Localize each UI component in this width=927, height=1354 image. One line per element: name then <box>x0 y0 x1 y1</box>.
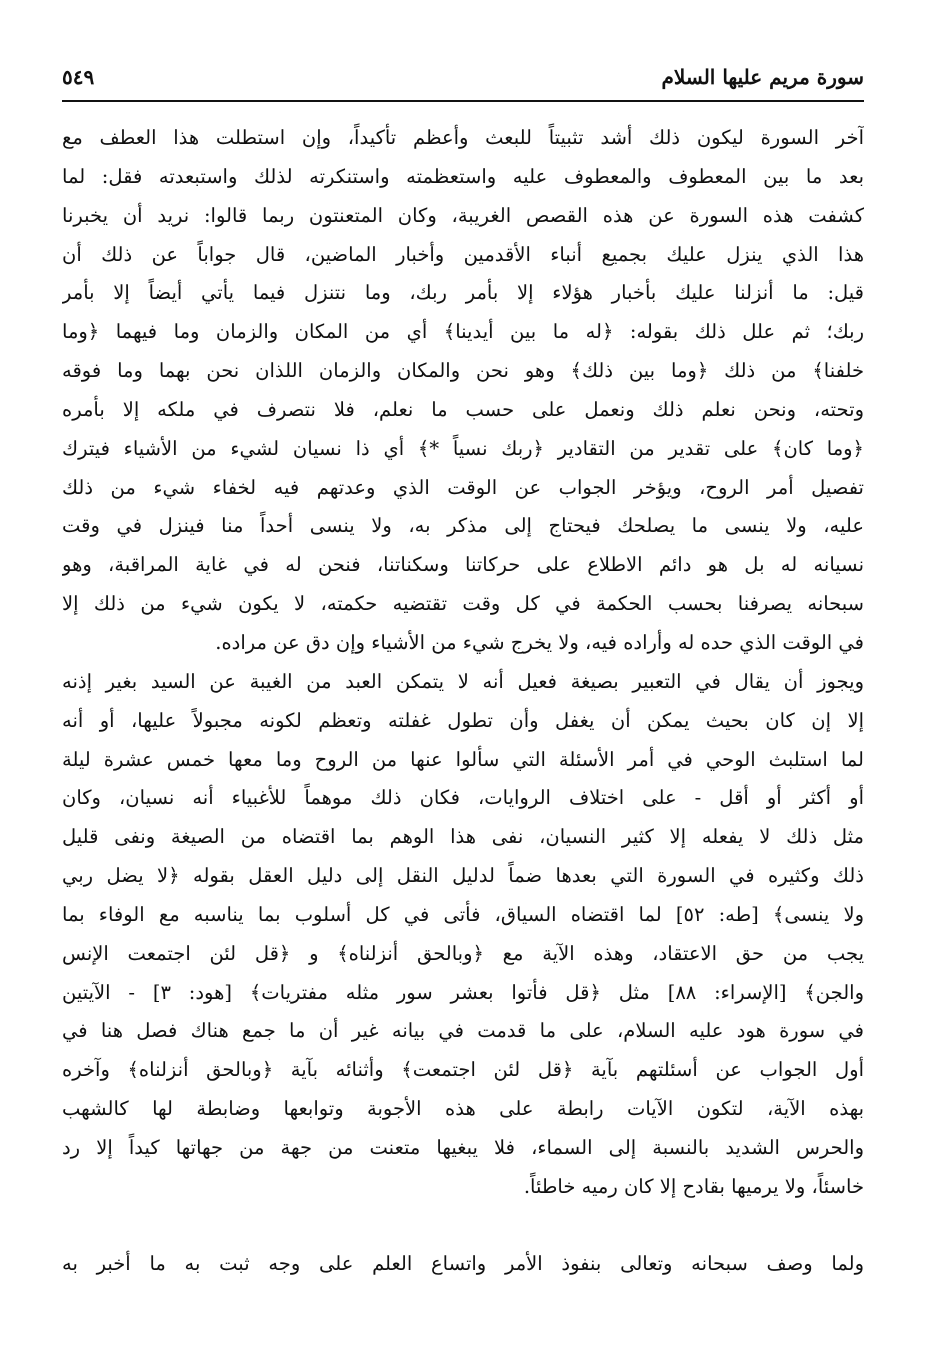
text-line: ﴿وما كان﴾ على تقدير من التقادير ﴿ربك نسياً *﴾ أي ذا نسيان لشيء من الأشياء فيترك <box>62 436 864 460</box>
text-line: ويجوز أن يقال في التعبير بصيغة فعيل أنه لا يتمكن العبد من الغيبة عن السيد بغير إذنه <box>62 669 864 693</box>
text-line: إلا إن كان بحيث يمكن أن يغفل وأن تطول غفلته وتعظم لكونه مجبولاً عليها، أو أنه <box>62 708 864 732</box>
text-line: لما استلبث الوحي في أمر الأسئلة التي سألوا عنها من الروح وما معها خمس عشرة ليلة <box>62 747 864 771</box>
text-line: والحرس الشديد بالنسبة إلى السماء، فلا يبغيها متعنت من جهة من جهاتها كيداً إلا رد <box>62 1135 864 1159</box>
text-line: ولا ينسى﴾ [طه: ٥٢] لما اقتضاه السياق، فأتى في كل أسلوب بما يناسبه مع الوفاء بما <box>62 902 864 926</box>
text-line: خاسئاً، ولا يرميها بقادح إلا كان رميه خاطئاً. <box>523 1174 864 1198</box>
text-line: مثل ذلك لا يفعله إلا كثير النسيان، نفى هذا الوهم بما اقتضاه من الصيغة ونفى قليل <box>62 825 864 849</box>
text-line: في سورة هود عليه السلام، على ما قدمت في بيانه غير أن ما جمع هناك فصل هنا في <box>62 1019 864 1043</box>
body-text <box>62 119 864 1283</box>
page-number: ٥٤٩ <box>62 65 95 89</box>
text-line: أو أكثر أو أقل - على اختلاف الروايات، فكان ذلك موهماً للأغبياء أنه نسيان، وكان <box>62 786 864 810</box>
text-line: ربك؛ ثم علل ذلك بقوله: ﴿له ما بين أيدينا﴾ أي من المكان والزمان وما فيهما ﴿وما <box>62 320 864 344</box>
text-line: تفصيل أمر الروح، ويؤخر الجواب عن الوقت الذي وعدتهم فيه لخفاء شيء من ذلك <box>62 475 864 499</box>
text-line: بعد ما بين المعطوف والمعطوف عليه واستعظمته واستنكرته لذلك واستبعدته فقل: لما <box>62 164 864 188</box>
text-line: قيل: ما أنزلنا عليك بأخبار هؤلاء إلا بأمر ربك، وما نتنزل فيما يأتي أيضاً إلا بأمر <box>62 281 864 305</box>
text-line: ذلك وكثيره في السورة التي بعدها ضماً لدليل النقل إلى دليل العقل بقوله ﴿لا يضل ربي <box>62 864 864 888</box>
text-line: وتحته، ونحن نعلم ذلك ونعمل على حسب ما نعلم، فلا نتصرف في ملكه إلا بأمره <box>62 397 864 421</box>
header-rule <box>62 100 864 102</box>
surah-title: سورة مريم عليها السلام <box>661 65 864 89</box>
text-line: سبحانه يصرفنا بحسب الحكمة في كل وقت تقتضيه حكمته، لا يكون شيء من ذلك إلا <box>62 592 864 616</box>
text-line: هذا الذي ينزل عليك بجميع أنباء الأقدمين وأخبار الماضين، قال جواباً عن ذلك أن <box>62 242 864 266</box>
text-line: خلفنا﴾ من ذلك ﴿وما بين ذلك﴾ وهو نحن والمكان والزمان اللذان نحن بهما وما فوقه <box>62 359 864 383</box>
text-line: كشفت هذه السورة عن هذه القصص الغريبة، وكان المتعنتون ربما قالوا: نريد أن يخبرنا <box>62 203 864 227</box>
text-line: في الوقت الذي حده له وأراده فيه، ولا يخرج شيء من الأشياء وإن دق عن مراده. <box>215 630 864 654</box>
text-line: يجب من حق الاعتقاد، وهذه الآية مع ﴿وبالحق أنزلناه﴾ و ﴿قل لئن اجتمعت الإنس <box>62 941 864 965</box>
text-line: أول الجواب عن أسئلتهم بآية ﴿قل لئن اجتمعت﴾ وأثنائه بآية ﴿وبالحق أنزلناه﴾ وآخره <box>62 1058 864 1082</box>
text-line: آخر السورة ليكون ذلك أشد تثبيتاً للبعث وأعظم تأكيداً، وإن استطلت هذا العطف مع <box>62 126 864 149</box>
text-line: عليه، ولا ينسى ما يصلحك فيحتاج إلى مذكر به، ولا ينسى أحداً منا فينزل في وقت <box>62 514 864 538</box>
text-line: نسيانه له بل هو دائم الاطلاع على حركاتنا وسكناتنا، فنحن له في غاية المراقبة، وهو <box>62 553 864 577</box>
page-header <box>62 58 864 96</box>
text-line: بهذه الآية، لتكون الآيات رابطة على هذه الأجوبة وتوابعها وضابطة لها كالشهب <box>62 1097 864 1121</box>
text-line: والجن﴾ [الإسراء: ٨٨] مثل ﴿قل فأتوا بعشر سور مثله مفتريات﴾ [هود: ٣] - الآيتين <box>62 980 864 1004</box>
paragraph-gap <box>62 1207 864 1245</box>
closing-line: ولما وصف سبحانه وتعالى بنفوذ الأمر واتساع العلم على وجه ثبت به ما أخبر به <box>62 1251 864 1275</box>
